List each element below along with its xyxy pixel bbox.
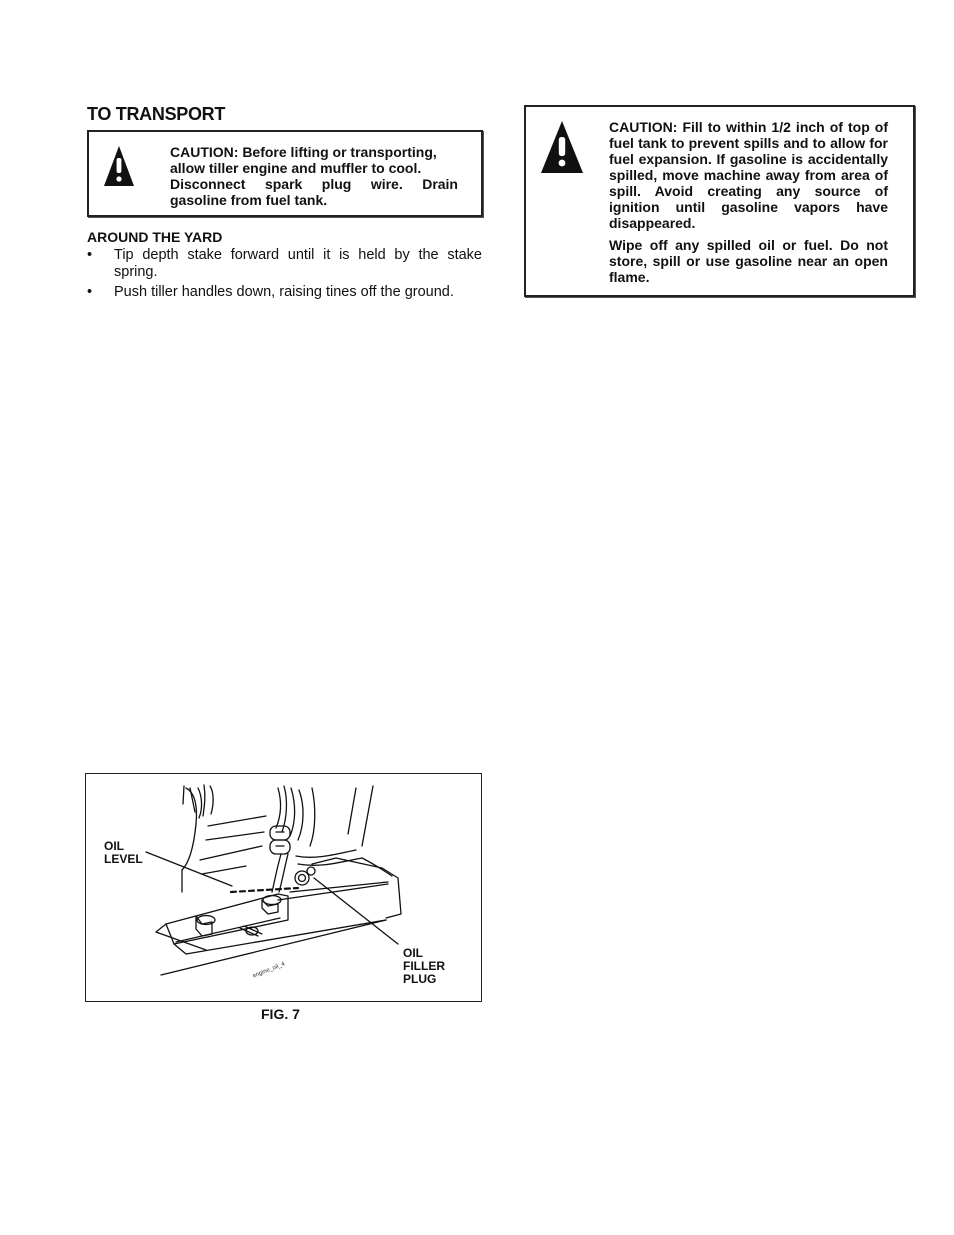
caution-line: CAUTION: Before lifting or transporting, — [170, 144, 437, 160]
caution-paragraph: Wipe off any spilled oil or fuel. Do not store, spill or use gasoline near an open flame. — [609, 237, 888, 285]
figure-caption: FIG. 7 — [261, 1006, 300, 1022]
section-title: TO TRANSPORT — [87, 104, 226, 124]
caution-line: Disconnect spark plug wire. Drain — [170, 176, 458, 192]
engine-oil-figure — [85, 773, 482, 1002]
label-line: OIL — [104, 839, 124, 853]
caution-line: gasoline from fuel tank. — [170, 192, 328, 208]
list-item — [87, 247, 482, 281]
list-item-text: Push tiller handles down, raising tines off the ground. — [114, 284, 454, 300]
bullet-icon: • — [87, 284, 93, 300]
caution-paragraph: CAUTION: Fill to within 1/2 inch of top of fuel tank to prevent spills and to allow for fuel expansion. If gasoline is accidentally spilled, move machine away from area of spill. Avoid creating any source of ignition until gasoline vapors have disappeared. — [609, 119, 888, 231]
label-line: PLUG — [403, 972, 437, 986]
caution-box-fuel — [524, 105, 915, 297]
warning-icon — [102, 144, 136, 195]
caution-line: allow tiller engine and muffler to cool. — [170, 160, 422, 176]
oil-filler-plug-label — [403, 947, 445, 986]
artwork-tag: engine_oil_4 — [252, 961, 286, 980]
bullet-icon: • — [87, 247, 93, 263]
caution-text — [170, 144, 458, 208]
label-line: FILLER — [403, 959, 445, 973]
caution-text — [609, 119, 888, 291]
label-line: OIL — [403, 946, 423, 960]
caution-box-transport — [87, 130, 483, 217]
list-item — [87, 284, 482, 301]
around-the-yard-heading: AROUND THE YARD — [87, 229, 223, 245]
label-line: LEVEL — [104, 852, 143, 866]
warning-icon — [539, 119, 585, 182]
list-item-text: Tip depth stake forward until it is held by the stake spring. — [114, 247, 482, 280]
instruction-list — [87, 247, 482, 304]
oil-level-label — [104, 840, 143, 866]
